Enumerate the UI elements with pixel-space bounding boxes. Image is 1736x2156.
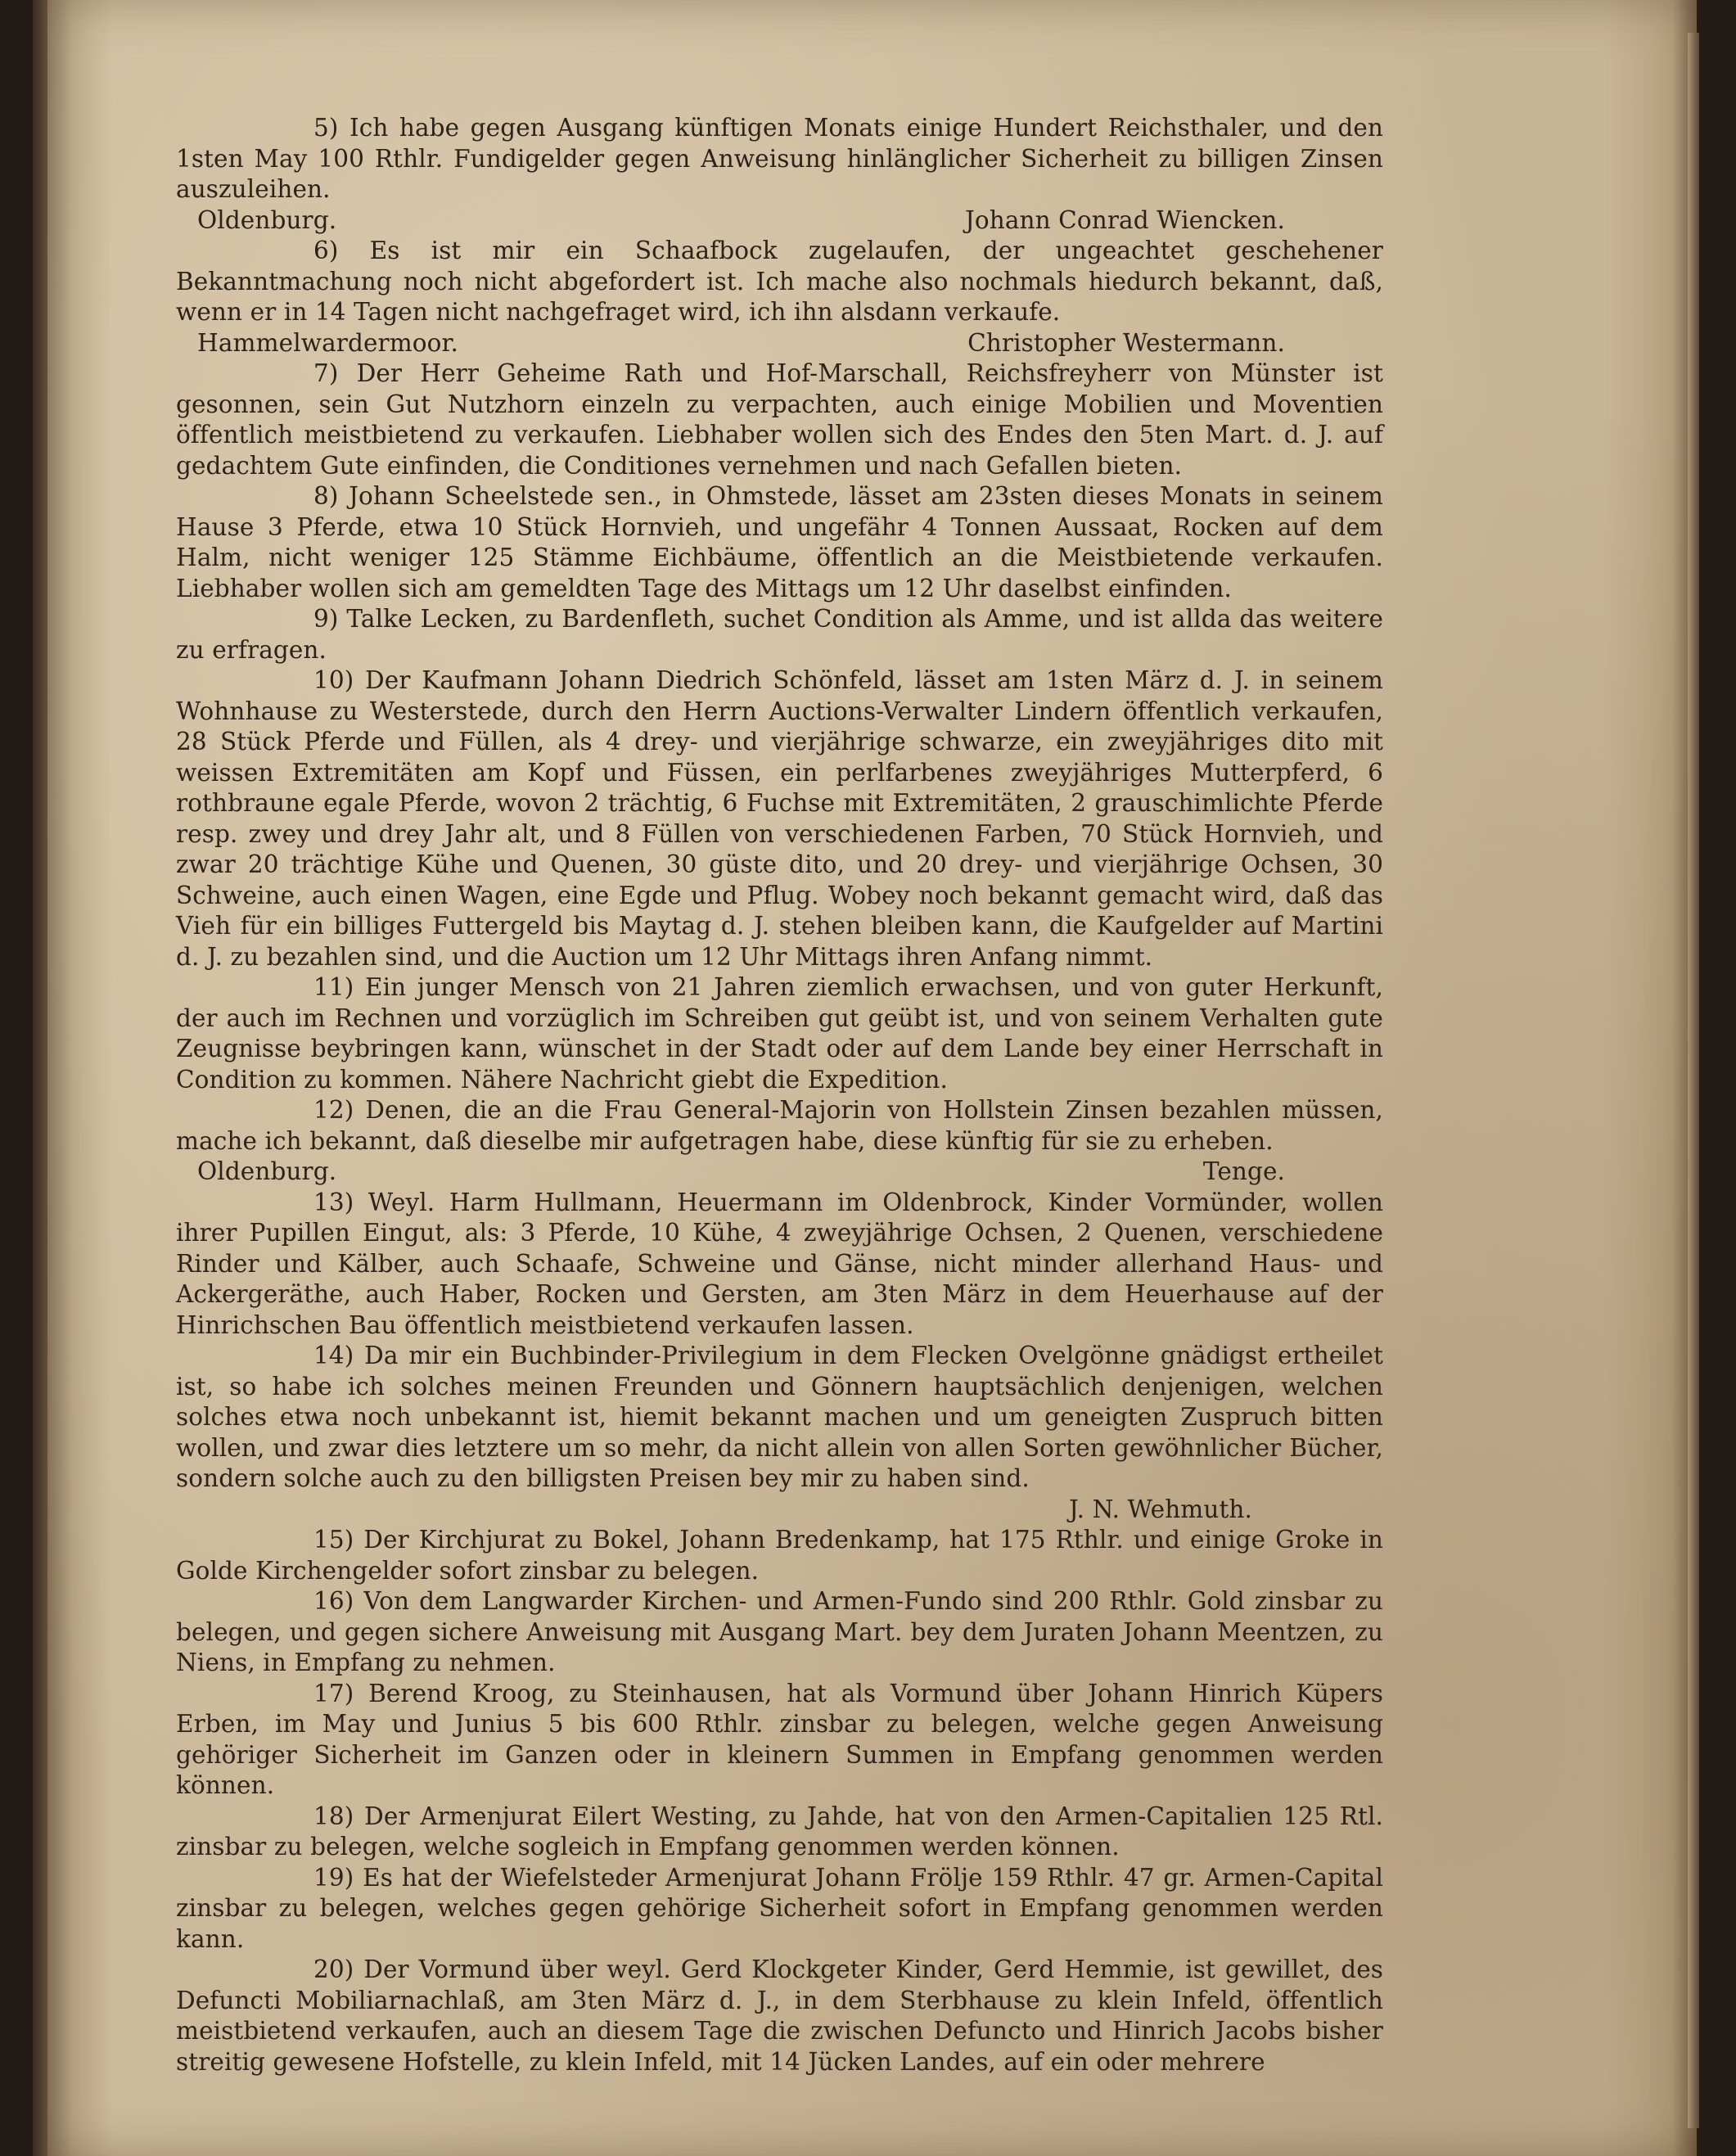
ad-12-place: Oldenburg.: [197, 1157, 337, 1185]
ad-10-text: 10) Der Kaufmann Johann Diedrich Schönfeld, lässet am 1sten März d. J. in seinem Wohnhause zu Westerstede, durch den Herrn Auctions-Verwalter Lindern öffentlich verkaufen, 28 Stück Pferde und Füllen, als 4 drey- und vierjährige schwarze, ein zweyjähriges dito mit weissen Extremitäten am Kopf und Füssen, ein perlfarbenes zweyjähriges Mutterpferd, 6 rothbraune egale Pferde, wovon 2 trächtig, 6 Fuchse mit Extremitäten, 2 grauschimlichte Pferde resp. zwey und drey Jahr alt, und 8 Füllen von verschiedenen Farben, 70 Stück Hornvieh, und zwar 20 trächtige Kühe und Quenen, 30 güste dito, und 20 drey- und vierjährige Ochsen, 30 Schweine, auch einen Wagen, eine Egde und Pflug. Wobey noch bekannt gemacht wird, daß das Vieh für ein billiges Futtergeld bis Maytag d. J. stehen bleiben kann, die Kaufgelder auf Martini d. J. zu bezahlen sind, und die Auction um 12 Uhr Mittags ihren Anfang nimmt.: [176, 666, 1383, 971]
ad-15-text: 15) Der Kirchjurat zu Bokel, Johann Bredenkamp, hat 175 Rthlr. und einige Groke in Golde Kirchengelder sofort zinsbar zu belegen.: [176, 1526, 1383, 1585]
ad-5-text: 5) Ich habe gegen Ausgang künftigen Monats einige Hundert Reichsthaler, und den 1sten May 100 Rthlr. Fundigelder gegen Anweisung hinlänglicher Sicherheit zu billigen Zinsen auszuleihen.: [176, 114, 1383, 203]
ad-5-signature: Johann Conrad Wiencken.: [964, 205, 1285, 234]
ad-6-place: Hammelwardermoor.: [197, 328, 458, 357]
ad-7-text: 7) Der Herr Geheime Rath und Hof-Marschall, Reichsfreyherr von Münster ist gesonnen, sein Gut Nutzhorn einzeln zu verpachten, auch einige Mobilien und Moventien öffentlich meistbietend zu verkaufen. Liebhaber wollen sich des Endes den 5ten Mart. d. J. auf gedachtem Gute einfinden, die Conditiones vernehmen und nach Gefallen bieten.: [176, 359, 1383, 480]
ad-14-signature: J. N. Wehmuth.: [1069, 1495, 1252, 1523]
ad-9-text: 9) Talke Lecken, zu Bardenfleth, suchet Condition als Amme, und ist allda das weitere zu erfragen.: [176, 605, 1383, 664]
ad-8-text: 8) Johann Scheelstede sen., in Ohmstede, lässet am 23sten dieses Monats in seinem Hause 3 Pferde, etwa 10 Stück Hornvieh, und ungefähr 4 Tonnen Aussaat, Rocken auf dem Halm, nicht weniger 125 Stämme Eichbäume, öffentlich an die Meistbietende verkaufen. Liebhaber wollen sich am gemeldten Tage des Mittags um 12 Uhr daselbst einfinden.: [176, 482, 1383, 602]
ad-16-text: 16) Von dem Langwarder Kirchen- und Armen-Fundo sind 200 Rthlr. Gold zinsbar zu belegen, und gegen sichere Anweisung mit Ausgang Mart. bey dem Juraten Johann Meentzen, zu Niens, in Empfang zu nehmen.: [176, 1587, 1383, 1676]
ad-14-text: 14) Da mir ein Buchbinder-Privilegium in dem Flecken Ovelgönne gnädigst ertheilet ist, so habe ich solches meinen Freunden und Gönnern hauptsächlich denjenigen, welchen solches etwa noch unbekannt ist, hiemit bekannt machen und um geneigten Zuspruch bitten wollen, und zwar dies letztere um so mehr, da nicht allein von allen Sorten gewöhnlicher Bücher, sondern solche auch zu den billigsten Preisen bey mir zu haben sind.: [176, 1342, 1383, 1492]
advertisements-column: [176, 113, 1383, 2077]
ad-12-text: 12) Denen, die an die Frau General-Majorin von Hollstein Zinsen bezahlen müssen, mache ich bekannt, daß dieselbe mir aufgetragen habe, diese künftig für sie zu erheben.: [176, 1096, 1383, 1155]
ad-5-footer: [176, 205, 1383, 237]
ad-11-text: 11) Ein junger Mensch von 21 Jahren ziemlich erwachsen, und von guter Herkunft, der auch im Rechnen und vorzüglich im Schreiben gut geübt ist, und von seinem Verhalten gute Zeugnisse beybringen kann, wünschet in der Stadt oder auf dem Lande bey einer Herrschaft in Condition zu kommen. Nähere Nachricht giebt die Expedition.: [176, 973, 1383, 1094]
ad-12-footer: [176, 1157, 1383, 1188]
ad-17-text: 17) Berend Kroog, zu Steinhausen, hat als Vormund über Johann Hinrich Küpers Erben, im May und Junius 5 bis 600 Rthlr. zinsbar zu belegen, welche gegen Anweisung gehöriger Sicherheit im Ganzen oder in kleinern Summen in Empfang genommen werden können.: [176, 1679, 1383, 1799]
ad-13-text: 13) Weyl. Harm Hullmann, Heuermann im Oldenbrock, Kinder Vormünder, wollen ihrer Pupillen Eingut, als: 3 Pferde, 10 Kühe, 4 zweyjährige Ochsen, 2 Quenen, verschiedene Rinder und Kälber, auch Schaafe, Schweine und Gänse, nicht minder allerhand Haus- und Ackergeräthe, auch Haber, Rocken und Gersten, am 3ten März in dem Heuerhause auf der Hinrichschen Bau öffentlich meistbietend verkaufen lassen.: [176, 1188, 1383, 1339]
ad-6-signature: Christopher Westermann.: [967, 328, 1285, 357]
ad-12-signature: Tenge.: [1202, 1157, 1285, 1185]
ad-6-footer: [176, 328, 1383, 359]
ad-5-place: Oldenburg.: [197, 205, 337, 234]
ad-19-text: 19) Es hat der Wiefelsteder Armenjurat Johann Frölje 159 Rthlr. 47 gr. Armen-Capital zinsbar zu belegen, welches gegen gehörige Sicherheit sofort in Empfang genommen werden kann.: [176, 1863, 1383, 1953]
ad-20-text: 20) Der Vormund über weyl. Gerd Klockgeter Kinder, Gerd Hemmie, ist gewillet, des Defuncti Mobiliarnachlaß, am 3ten März d. J., in dem Sterbhause zu klein Infeld, öffentlich meistbietend verkaufen, auch an diesem Tage die zwischen Defuncto und Hinrich Jacobs bisher streitig gewesene Hofstelle, zu klein Infeld, mit 14 Jücken Landes, auf ein oder mehrere: [176, 1955, 1383, 2076]
ad-6-text: 6) Es ist mir ein Schaafbock zugelaufen, der ungeachtet geschehener Bekanntmachung noch nicht abgefordert ist. Ich mache also nochmals hiedurch bekannt, daß, wenn er in 14 Tagen nicht nachgefraget wird, ich ihn alsdann verkaufe.: [176, 237, 1383, 326]
ad-18-text: 18) Der Armenjurat Eilert Westing, zu Jahde, hat von den Armen-Capitalien 125 Rtl. zinsbar zu belegen, welche sogleich in Empfang genommen werden können.: [176, 1802, 1383, 1861]
page-edge: [1688, 33, 1699, 2128]
